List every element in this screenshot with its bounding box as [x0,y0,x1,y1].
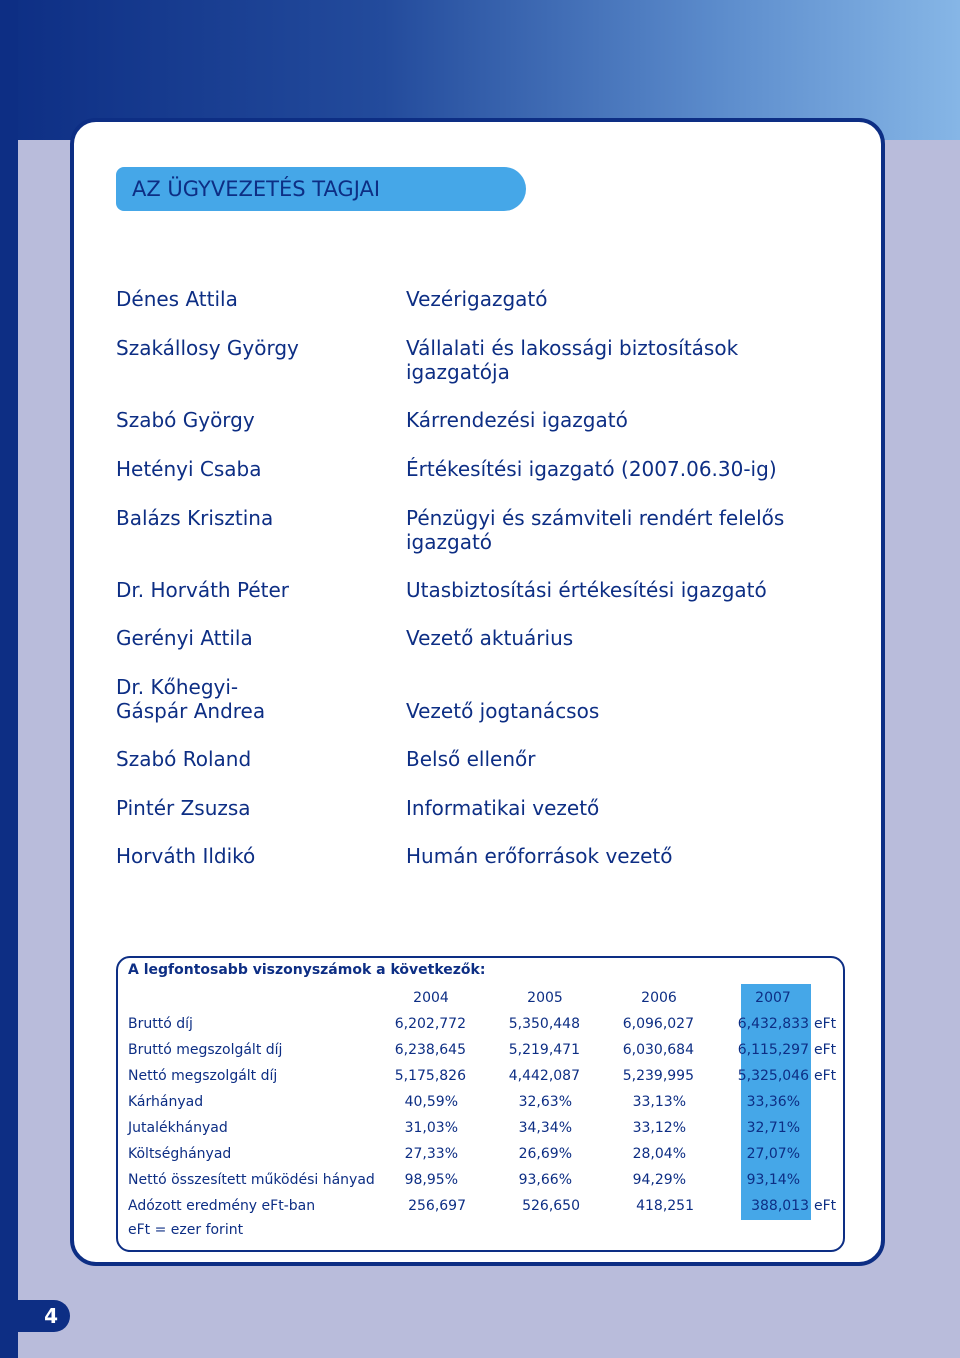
table-footnote: eFt = ezer forint [128,1222,244,1238]
cell-2005: 4,442,087 [508,1068,580,1084]
cell-2006: 6,030,684 [622,1042,694,1058]
member-role: Informatikai vezető [406,796,600,820]
cell-2007: 32,71% [746,1120,800,1136]
unit-label: eFt [814,1016,837,1032]
page-number: 4 [0,1300,70,1332]
cell-2005: 26,69% [518,1146,572,1162]
row-label: Adózott eredmény eFt-ban [128,1198,316,1214]
section-title: AZ ÜGYVEZETÉS TAGJAI [116,167,526,211]
year-header: 2004 [413,990,449,1006]
cell-2007: 6,115,297 [737,1042,809,1058]
cell-2006: 5,239,995 [622,1068,694,1084]
member-name: Szabó György [116,408,255,432]
row-label: Bruttó díj [128,1016,193,1032]
cell-2005: 526,650 [522,1198,580,1214]
member-name: Horváth Ildikó [116,844,256,868]
unit-label: eFt [814,1198,837,1214]
cell-2007: 33,36% [746,1094,800,1110]
year-header: 2005 [527,990,563,1006]
cell-2007: 5,325,046 [737,1068,809,1084]
table-row [0,1094,960,1114]
cell-2004: 31,03% [404,1120,458,1136]
member-name: Szabó Roland [116,747,252,771]
cell-2006: 418,251 [636,1198,694,1214]
cell-2006: 28,04% [632,1146,686,1162]
member-name: Pintér Zsuzsa [116,796,251,820]
cell-2004: 256,697 [408,1198,466,1214]
cell-2004: 6,202,772 [394,1016,466,1032]
cell-2005: 5,219,471 [508,1042,580,1058]
member-role: Vezető jogtanácsos [406,699,600,723]
table-row [0,1146,960,1166]
unit-label: eFt [814,1042,837,1058]
table-row [0,1120,960,1140]
member-role: Vezérigazgató [406,287,548,311]
row-label: Nettó megszolgált díj [128,1068,278,1084]
row-label: Bruttó megszolgált díj [128,1042,283,1058]
member-role: Értékesítési igazgató (2007.06.30-ig) [406,457,777,481]
member-name: Dr. Kőhegyi-Gáspár Andrea [116,675,266,723]
member-name: Hetényi Csaba [116,457,262,481]
row-label: Költséghányad [128,1146,232,1162]
cell-2007: 6,432,833 [737,1016,809,1032]
member-role: Humán erőforrások vezető [406,844,673,868]
member-name: Dr. Horváth Péter [116,578,289,602]
table-row [0,1198,960,1218]
member-name: Balázs Krisztina [116,506,274,530]
cell-2007: 27,07% [746,1146,800,1162]
member-role: Belső ellenőr [406,747,536,771]
cell-2005: 34,34% [518,1120,572,1136]
cell-2004: 27,33% [404,1146,458,1162]
cell-2006: 6,096,027 [622,1016,694,1032]
cell-2005: 32,63% [518,1094,572,1110]
cell-2007: 388,013 [751,1198,809,1214]
cell-2006: 33,13% [632,1094,686,1110]
cell-2005: 93,66% [518,1172,572,1188]
row-label: Jutalékhányad [128,1120,228,1136]
table-row [0,1042,960,1062]
cell-2005: 5,350,448 [508,1016,580,1032]
cell-2004: 40,59% [404,1094,458,1110]
row-label: Nettó összesített működési hányad [128,1172,375,1188]
table-row [0,1068,960,1088]
member-role: Kárrendezési igazgató [406,408,628,432]
member-role: Pénzügyi és számviteli rendért felelős igazgató [406,506,785,554]
year-header: 2006 [641,990,677,1006]
cell-2006: 94,29% [632,1172,686,1188]
member-role: Vezető aktuárius [406,626,574,650]
member-role: Utasbiztosítási értékesítési igazgató [406,578,767,602]
row-label: Kárhányad [128,1094,204,1110]
member-name: Dénes Attila [116,287,238,311]
cell-2004: 6,238,645 [394,1042,466,1058]
cell-2004: 5,175,826 [394,1068,466,1084]
year-header: 2007 [755,990,791,1006]
member-role: Vállalati és lakossági biztosítások igazgatója [406,336,739,384]
unit-label: eFt [814,1068,837,1084]
member-name: Szakállosy György [116,336,299,360]
cell-2004: 98,95% [404,1172,458,1188]
cell-2006: 33,12% [632,1120,686,1136]
table-title: A legfontosabb viszonyszámok a következők: [128,962,486,978]
cell-2007: 93,14% [746,1172,800,1188]
member-name: Gerényi Attila [116,626,253,650]
table-row [0,1172,960,1192]
table-row [0,1016,960,1036]
